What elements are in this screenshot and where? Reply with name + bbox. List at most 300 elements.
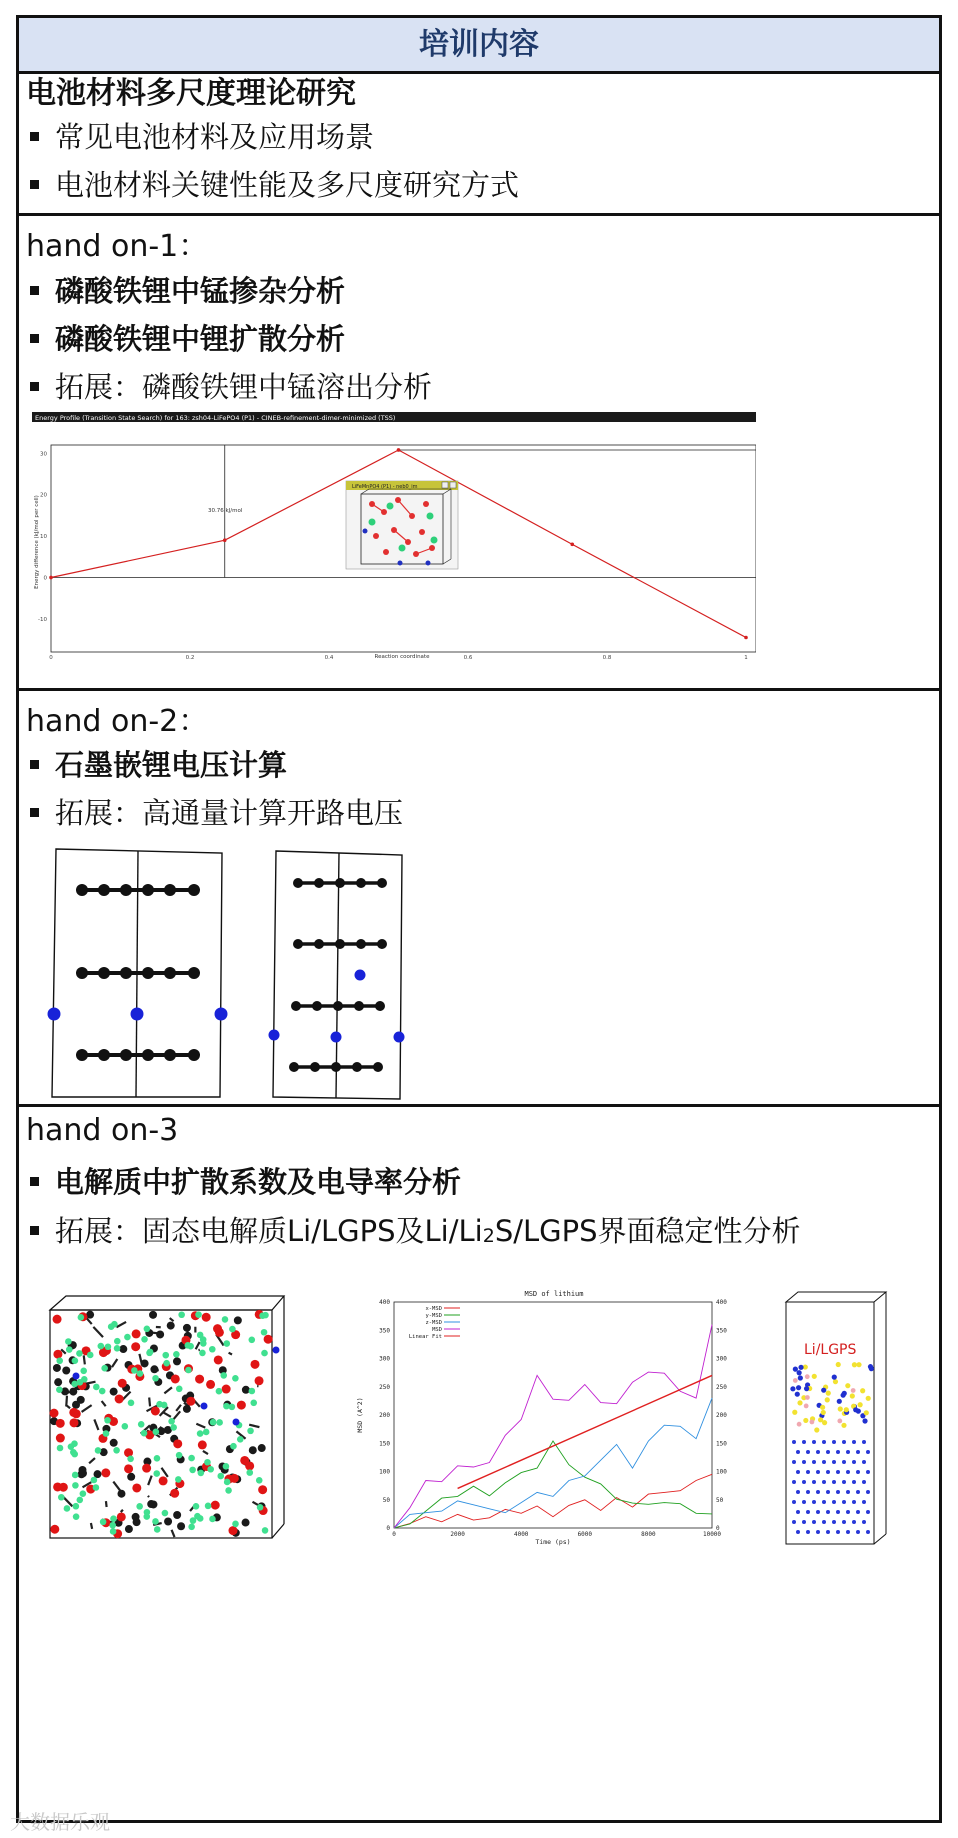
y-tick-label: 30	[40, 451, 47, 458]
atom	[128, 1400, 135, 1407]
atom	[250, 1399, 257, 1406]
atom	[207, 1466, 214, 1473]
lithium-atom	[73, 1373, 80, 1380]
atom	[225, 1487, 232, 1494]
lithium-atom	[796, 1470, 800, 1474]
atom	[247, 1428, 254, 1435]
lithium-atom	[812, 1520, 816, 1524]
bond	[252, 1502, 257, 1505]
atom	[812, 1374, 817, 1379]
list-item: 磷酸铁锂中锂扩散分析	[30, 317, 345, 358]
atom	[838, 1406, 843, 1411]
atom	[790, 1386, 795, 1391]
x-tick-label: 2000	[450, 1531, 465, 1538]
atom	[132, 1513, 140, 1521]
y-tick-label: 200	[379, 1412, 390, 1419]
atom	[220, 1372, 227, 1379]
atom	[101, 1468, 110, 1477]
lithium-atom	[846, 1450, 850, 1454]
atom	[223, 1340, 230, 1347]
atom	[841, 1423, 846, 1428]
bullet-icon	[30, 1177, 39, 1186]
row-divider	[16, 1104, 942, 1107]
atom	[186, 1397, 195, 1406]
atom	[173, 1357, 181, 1365]
atom	[797, 1422, 802, 1427]
lithium-atom	[792, 1520, 796, 1524]
atom	[141, 1359, 149, 1367]
lithium-atom	[836, 1510, 840, 1514]
y2-tick-label: 350	[716, 1327, 727, 1335]
atom	[262, 1527, 269, 1534]
atom	[188, 1455, 195, 1462]
atom	[57, 1445, 64, 1452]
section-title-handon3: hand on-3	[26, 1113, 179, 1148]
atom	[804, 1404, 809, 1409]
lithium-atom	[836, 1450, 840, 1454]
bond	[164, 1387, 172, 1393]
atom	[72, 1357, 79, 1364]
atom	[798, 1375, 803, 1380]
atom	[248, 1336, 255, 1343]
list-item: 石墨嵌锂电压计算	[30, 743, 287, 784]
atom	[229, 1326, 236, 1333]
lithium-atom	[832, 1520, 836, 1524]
y-tick-label: 50	[382, 1496, 390, 1504]
x-tick-label: 10000	[702, 1531, 722, 1538]
lithium-atom	[866, 1490, 870, 1494]
energy-ylabel: Energy difference (kJ/mol per cell)	[34, 495, 40, 589]
lithium-atom	[842, 1520, 846, 1524]
atom	[833, 1379, 838, 1384]
atom	[826, 1391, 831, 1396]
atom	[114, 1345, 121, 1352]
lithium-atom	[826, 1510, 830, 1514]
list-item: 磷酸铁锂中锰掺杂分析	[30, 269, 345, 310]
atom	[261, 1350, 268, 1357]
lithium-atom	[816, 1490, 820, 1494]
atom	[258, 1485, 267, 1494]
lithium-atom	[796, 1450, 800, 1454]
lithium-atom	[822, 1460, 826, 1464]
msd-title: MSD of lithium	[524, 1290, 584, 1298]
bond	[102, 1401, 106, 1406]
energy-point	[744, 636, 748, 640]
bullet-icon	[30, 286, 39, 295]
atom	[81, 1376, 88, 1383]
atom	[209, 1346, 216, 1353]
atom	[246, 1469, 253, 1476]
atom	[862, 1418, 867, 1423]
atom	[237, 1401, 246, 1410]
atom	[162, 1510, 169, 1517]
lithium-atom	[273, 1347, 280, 1354]
lithium-atom	[812, 1480, 816, 1484]
y-tick-label: 400	[379, 1299, 390, 1306]
energy-point	[49, 576, 53, 580]
bond	[176, 1405, 181, 1411]
atom	[137, 1370, 144, 1377]
lgps-interface-figure	[784, 1290, 894, 1546]
atom	[206, 1380, 215, 1389]
atom	[814, 1427, 819, 1432]
atom	[154, 1526, 161, 1533]
bond	[170, 1318, 174, 1321]
atom	[796, 1385, 801, 1390]
lithium-atom	[826, 1530, 830, 1534]
bullet-icon	[30, 180, 39, 189]
atom	[78, 1314, 85, 1321]
lithium-atom	[792, 1500, 796, 1504]
atom	[71, 1381, 78, 1388]
atom	[119, 1345, 127, 1353]
lithium-atom	[832, 1440, 836, 1444]
atom	[818, 1417, 823, 1422]
lithium-atom	[806, 1510, 810, 1514]
atom	[72, 1472, 79, 1479]
y2-tick-label: 150	[716, 1440, 727, 1448]
atom	[845, 1383, 850, 1388]
bullet-icon	[30, 760, 39, 769]
atom	[132, 1483, 141, 1492]
y-tick-label: 150	[379, 1440, 390, 1448]
atom	[150, 1365, 158, 1373]
atom	[118, 1379, 127, 1388]
atom	[111, 1321, 118, 1328]
atom	[56, 1357, 63, 1364]
section-title-theory: 电池材料多尺度理论研究	[26, 76, 356, 111]
watermark: 大数据乐观	[10, 1810, 110, 1834]
lithium-atom	[846, 1490, 850, 1494]
atom	[56, 1386, 63, 1393]
lgps-label: Li/LGPS	[804, 1342, 857, 1358]
lithium-atom	[816, 1530, 820, 1534]
lithium-atom	[846, 1530, 850, 1534]
lithium-atom	[846, 1510, 850, 1514]
y2-tick-label: 100	[716, 1468, 727, 1476]
lithium-atom	[856, 1450, 860, 1454]
atom	[825, 1397, 830, 1402]
lithium-atom	[816, 1450, 820, 1454]
atom	[264, 1335, 273, 1344]
atom	[803, 1418, 808, 1423]
atom	[149, 1500, 157, 1508]
lithium-atom	[836, 1490, 840, 1494]
x-tick-label: 4000	[513, 1531, 529, 1538]
energy-annotation: 30.76 kJ/mol	[208, 508, 243, 514]
section-title-handon2: hand on-2：	[26, 704, 209, 739]
atom	[173, 1511, 181, 1519]
atom	[110, 1439, 118, 1447]
lithium-atom	[806, 1450, 810, 1454]
lithium-atom	[832, 1460, 836, 1464]
atom	[222, 1385, 231, 1394]
atom	[131, 1342, 140, 1351]
atom	[805, 1374, 810, 1379]
atom	[224, 1479, 231, 1486]
y2-tick-label: 50	[716, 1496, 724, 1504]
y-tick-label: 250	[379, 1383, 390, 1391]
list-item: 拓展：固态电解质Li/LGPS及Li/Li2S/LGPS界面稳定性分析	[30, 1209, 801, 1250]
atom	[99, 1388, 106, 1395]
row-divider	[16, 688, 942, 691]
atom	[821, 1388, 826, 1393]
atom	[798, 1365, 803, 1370]
lithium-atom	[852, 1520, 856, 1524]
atom	[837, 1399, 842, 1404]
lithium-atom	[802, 1440, 806, 1444]
atom	[249, 1388, 256, 1395]
lithium-atom	[822, 1520, 826, 1524]
atom	[141, 1430, 148, 1437]
lithium-atom	[836, 1530, 840, 1534]
bond	[196, 1424, 205, 1428]
inset-title: LiFeMnPO4 (P1) - neb0_im	[352, 484, 418, 490]
bond	[94, 1419, 98, 1430]
graphite-structure-figure	[40, 845, 420, 1101]
atom	[197, 1515, 204, 1522]
lithium-atom	[852, 1500, 856, 1504]
atom	[125, 1525, 133, 1533]
lithium-atom	[812, 1460, 816, 1464]
atom	[199, 1350, 206, 1357]
atom	[844, 1407, 849, 1412]
bullet-icon	[30, 808, 39, 817]
atom	[237, 1436, 244, 1443]
bond	[149, 1397, 150, 1406]
atom	[234, 1316, 242, 1324]
x-tick-label: 6000	[577, 1531, 593, 1538]
legend-entry: MSD	[432, 1327, 442, 1333]
lithium-atom	[816, 1470, 820, 1474]
atom	[176, 1386, 183, 1393]
atom	[797, 1400, 802, 1405]
atom	[53, 1364, 61, 1372]
lithium-atom	[796, 1530, 800, 1534]
atom	[258, 1444, 266, 1452]
atom	[856, 1362, 861, 1367]
lithium-atom	[822, 1440, 826, 1444]
bond	[203, 1451, 208, 1454]
atom	[103, 1430, 110, 1437]
atom	[200, 1336, 207, 1343]
bond	[66, 1396, 67, 1407]
atom	[153, 1470, 160, 1477]
atom	[860, 1388, 865, 1393]
atom	[170, 1424, 177, 1431]
x-tick-label: 0	[392, 1531, 396, 1538]
lithium-atom	[806, 1470, 810, 1474]
atom	[177, 1522, 185, 1530]
atom	[50, 1409, 59, 1418]
atom	[53, 1315, 62, 1324]
msd-xlabel: Time (ps)	[535, 1538, 571, 1546]
atom	[851, 1388, 856, 1393]
atom	[793, 1367, 798, 1372]
atom	[820, 1405, 825, 1410]
atom	[151, 1406, 160, 1415]
atom	[821, 1410, 826, 1415]
lithium-atom	[852, 1480, 856, 1484]
x-tick-label: 0.6	[463, 655, 473, 660]
y2-tick-label: 300	[716, 1355, 727, 1363]
lithium-atom	[812, 1440, 816, 1444]
lithium-atom	[842, 1500, 846, 1504]
atom	[104, 1417, 111, 1424]
atom	[138, 1421, 145, 1428]
atom	[204, 1459, 211, 1466]
x-tick-label: 0.4	[324, 655, 334, 660]
x-tick-label: 0	[49, 655, 53, 660]
atom	[175, 1476, 182, 1483]
lithium-atom	[802, 1460, 806, 1464]
lithium-atom	[806, 1490, 810, 1494]
atom	[240, 1456, 249, 1465]
list-item: 拓展：磷酸铁锂中锰溶出分析	[30, 365, 432, 406]
atom	[203, 1429, 210, 1436]
atom	[70, 1418, 79, 1427]
atom	[229, 1526, 238, 1535]
atom	[69, 1408, 78, 1417]
atom	[210, 1419, 217, 1426]
bond	[116, 1322, 126, 1327]
energy-point	[223, 538, 227, 542]
atom	[164, 1517, 172, 1525]
legend-entry: y-MSD	[425, 1313, 442, 1319]
atom	[176, 1452, 183, 1459]
atom	[216, 1388, 223, 1395]
atom	[185, 1367, 192, 1374]
atom	[792, 1410, 797, 1415]
energy-window-title: Energy Profile (Transition State Search) for 163: zsh04-LiFePO4 (P1) - CINEB-refinement-dimer-minimized (TSS)	[35, 414, 396, 422]
y-tick-label: 350	[379, 1327, 390, 1335]
atom	[98, 1343, 105, 1350]
atom	[100, 1519, 107, 1526]
lithium-atom	[796, 1490, 800, 1494]
atom	[136, 1503, 143, 1510]
atom	[256, 1477, 263, 1484]
bond	[106, 1501, 107, 1507]
energy-profile-chart	[32, 412, 756, 660]
bond	[148, 1476, 152, 1485]
bond	[82, 1405, 92, 1412]
atom	[152, 1518, 159, 1525]
bond	[121, 1510, 123, 1512]
atom	[156, 1330, 164, 1338]
atom	[141, 1336, 148, 1343]
atom	[76, 1497, 83, 1504]
lithium-atom	[856, 1490, 860, 1494]
atom	[198, 1470, 205, 1477]
atom	[173, 1439, 182, 1448]
atom	[76, 1350, 83, 1357]
energy-point	[397, 448, 401, 452]
lithium-atom	[862, 1500, 866, 1504]
y-tick-label: 100	[379, 1468, 390, 1476]
atom	[109, 1522, 116, 1529]
atom	[80, 1490, 87, 1497]
atom	[73, 1513, 80, 1520]
atom	[842, 1391, 847, 1396]
crystal-inset	[346, 481, 458, 569]
atom	[242, 1519, 250, 1527]
x-tick-label: 0.2	[185, 655, 195, 660]
atom	[259, 1312, 266, 1319]
bullet-icon	[30, 334, 39, 343]
atom	[146, 1350, 153, 1357]
atom	[189, 1467, 196, 1474]
atom	[65, 1338, 72, 1345]
lithium-atom	[836, 1470, 840, 1474]
atom	[110, 1515, 117, 1522]
lithium-atom	[822, 1480, 826, 1484]
lithium-atom	[866, 1510, 870, 1514]
lithium-atom	[862, 1480, 866, 1484]
graphite-cell-1	[48, 849, 228, 1097]
y2-tick-label: 200	[716, 1412, 727, 1419]
atom	[142, 1464, 151, 1473]
lithium-atom	[842, 1480, 846, 1484]
atom	[188, 1524, 195, 1531]
lithium-atom	[866, 1470, 870, 1474]
lithium-atom	[796, 1510, 800, 1514]
atom	[101, 1365, 108, 1372]
atom	[93, 1484, 100, 1491]
lithium-atom	[866, 1450, 870, 1454]
atom	[159, 1476, 168, 1485]
atom	[836, 1362, 841, 1367]
atom	[850, 1393, 855, 1398]
row-divider	[16, 213, 942, 216]
atom	[64, 1505, 71, 1512]
bond	[196, 1342, 200, 1349]
bond	[63, 1497, 72, 1506]
atom	[242, 1386, 250, 1394]
atom	[832, 1375, 837, 1380]
list-item: 常见电池材料及应用场景	[30, 115, 374, 156]
atom	[73, 1503, 80, 1510]
energy-point	[570, 543, 574, 547]
bond	[112, 1359, 117, 1367]
lithium-atom	[826, 1470, 830, 1474]
atom	[56, 1434, 65, 1443]
atom	[122, 1423, 129, 1430]
msd-chart	[352, 1288, 750, 1550]
atom	[115, 1394, 124, 1403]
lithium-atom	[842, 1440, 846, 1444]
atom	[143, 1513, 150, 1520]
bond	[89, 1458, 95, 1463]
atom	[183, 1405, 191, 1413]
bond	[162, 1412, 170, 1417]
x-tick-label: 8000	[641, 1531, 656, 1538]
atom	[72, 1401, 80, 1409]
atom	[50, 1525, 59, 1534]
atom	[195, 1375, 204, 1384]
atom	[117, 1512, 126, 1521]
lithium-atom	[792, 1460, 796, 1464]
atom	[261, 1329, 268, 1336]
atom	[56, 1419, 65, 1428]
atom	[229, 1404, 236, 1411]
energy-xlabel: Reaction coordinate	[374, 654, 430, 660]
lithium-atom	[842, 1460, 846, 1464]
legend-entry: x-MSD	[425, 1306, 442, 1312]
atom	[113, 1447, 120, 1454]
atom	[249, 1446, 257, 1454]
atom	[178, 1311, 185, 1318]
atom	[144, 1325, 151, 1332]
